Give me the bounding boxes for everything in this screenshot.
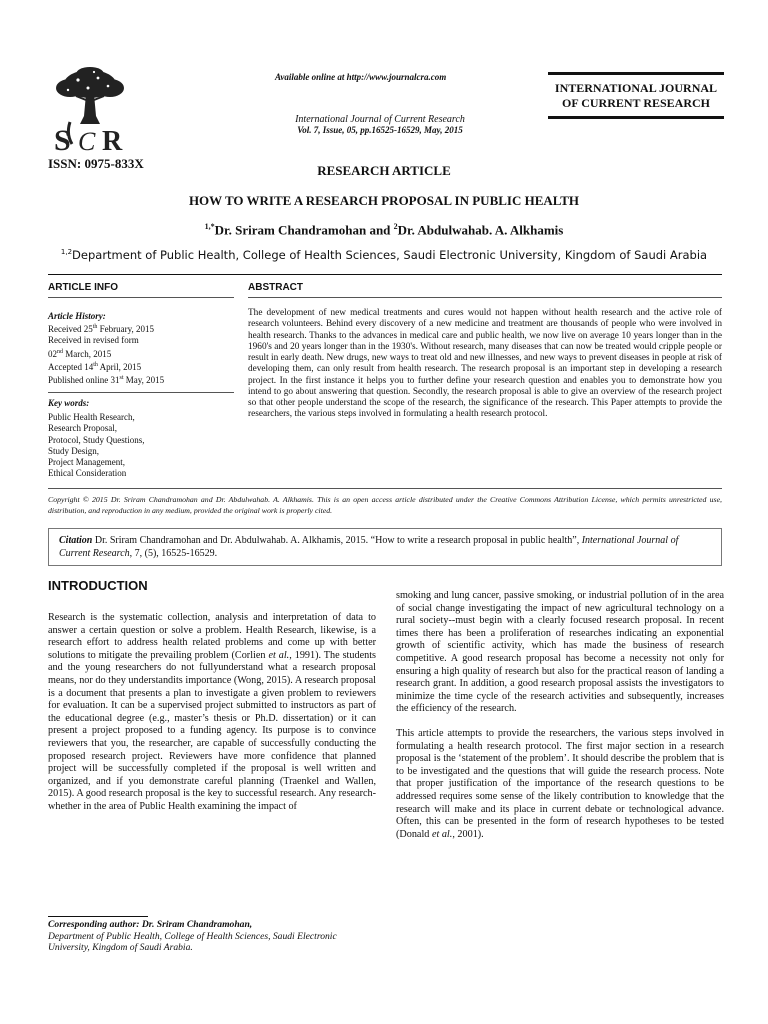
affiliation (0, 248, 768, 262)
affil-sup: 1,2 (60, 248, 73, 257)
affiliation-text: Department of Public Health, College of Health Sciences, Saudi Electronic University, Kingdom of Saudi Arabia (72, 248, 708, 262)
article-history (48, 311, 234, 386)
keywords (48, 398, 234, 479)
divider (48, 274, 722, 275)
issn: ISSN: 0975-833X (48, 156, 144, 171)
keyword-item: Protocol, Study Questions, (48, 434, 145, 445)
history-label: Article History: (48, 311, 106, 321)
keyword-item: Study Design, (48, 445, 100, 456)
keyword-item: Public Health Research, (48, 412, 135, 423)
keyword-item: Ethical Consideration (48, 468, 127, 479)
article-type: RESEARCH ARTICLE (317, 163, 451, 178)
keyword-item: Project Management, (48, 457, 125, 468)
paragraph: This article attempts to provide the researchers, the various steps involved in formulating a health research protocol. The first major section in a research proposal is the ‘statement of the problem’. It should describe the problem that is to be investigated and the questions that will guide the research process. Note that proper justification of the importance of the research questions to be addressed requires some sense of the likely contribution to knowledge that the research will make and its place in current debate or technological advance. Often, this can be presented in the form of research hypotheses to be tested (Donald et al., 2001). (396, 727, 724, 840)
citation-text: Dr. Sriram Chandramohan and Dr. Abdulwahab. A. Alkhamis, 2015. “How to write a research proposal in public health”, (92, 535, 582, 546)
corresponding-label: Corresponding author: Dr. Sriram Chandramohan, (48, 919, 253, 930)
article-title: HOW TO WRITE A RESEARCH PROPOSAL IN PUBLIC HEALTH (188, 193, 580, 208)
citation-tail: , 7, (5), 16525-16529. (129, 548, 218, 559)
revised-label: Received in revised form (48, 335, 139, 346)
journal-title-box (548, 72, 724, 119)
corresponding-author (48, 919, 376, 954)
svg-text:R: R (102, 126, 123, 156)
revised-date: 02nd March, 2015 (48, 348, 112, 359)
accepted-date: Accepted 14th April, 2015 (48, 361, 142, 372)
svg-text:S: S (54, 124, 71, 156)
tree-logo-icon (48, 66, 132, 156)
journal-box-line2: OF CURRENT RESEARCH (561, 96, 711, 110)
corresponding-address: Department of Public Health, College of Health Sciences, Saudi Electronic University, Kingdom of Saudi Arabia. (48, 930, 337, 954)
divider (48, 297, 234, 298)
author1: Dr. Sriram Chandramohan and (214, 222, 394, 238)
body-column-right (396, 590, 724, 853)
author2-sup: 2 (393, 222, 398, 231)
keyword-item: Research Proposal, (48, 423, 117, 434)
author1-sup: 1,* (204, 222, 215, 231)
journal-name: International Journal of Current Research (295, 114, 465, 125)
body-column-left (48, 612, 376, 826)
journal-logo (48, 66, 132, 156)
authors (0, 222, 768, 238)
divider (48, 392, 234, 393)
abstract-text: The development of new medical treatments and cures would not happen without health research and the active role of research volunteers. Behind every discovery of a new medicine and treatment are thousands of people who were involved in health research. Thanks to the advances in medical care and public health, we now live on average 10 years longer than in the 1960's and 20 years longer than in the 1930's. Without research, many diseases that can now be treated would cripple people or result in early death. New drugs, new ways to treat old and new illnesses, and new ways to prevent diseases in people at risk of developing them, can only result from health research. The research proposal is an important step in developing a research project. In the first instance it helps you to further define your research question and enables you to demonstrate how you intend to go about answering that question. Secondly, the research proposal is able to give an overview of the research project so that other people understand the scope of the research, the significance of the research. This Paper attempts to provide the researchers, the various steps involved in formulating a health research protocol. (248, 308, 722, 420)
citation-journal: International Journal of Current Research (59, 535, 679, 559)
introduction-heading: INTRODUCTION (48, 578, 148, 593)
available-online[interactable]: Available online at http://www.journalcra.com (275, 72, 447, 82)
citation-box (48, 528, 722, 566)
paragraph: smoking and lung cancer, passive smoking, or industrial pollution of in the area of social change investigating the impact of new agricultural technology on a rural society--must begin with a clearly focused research proposal. In recent times there has been a proliferation of researches indicating an exponential growth of scientific activity, which has made the business of research competitive. A good research proposal has become a necessity not only for ensuring a high quality of research but also for the practical reason of landing a research grant. In addition, a good research proposal assists the investigators to minimize the time cycle of the research activities and subsequently, increases the efficiency of the research. (396, 590, 724, 715)
published-date: Published online 31st May, 2015 (48, 375, 165, 386)
abstract-heading: ABSTRACT (248, 282, 303, 293)
copyright-notice: Copyright © 2015 Dr. Sriram Chandramohan and Dr. Abdulwahab. A. Alkhamis. This is an open access article distributed under the Creative Commons Attribution License, which permits unrestricted use, distribution, and reproduction in any medium, provided the original work is properly cited. (48, 495, 722, 515)
received-date: Received 25th February, 2015 (48, 324, 155, 335)
article-info-heading: ARTICLE INFO (48, 282, 118, 293)
svg-text:C: C (78, 127, 96, 156)
citation-label: Citation (59, 535, 93, 546)
paragraph: Research is the systematic collection, analysis and interpretation of data to answer a certain question or solve a problem. Health Research, likewise, is a research effort to address health related problems and come up with better solutions to mitigate the prevailing problem (Corlien et al., 1991). The students and the young researchers do not fullyunderstand what a research proposal means, nor do they understandits importance (Wong, 2015). A research proposal is a document that presents a plan to investigate a given problem to reviewers for evaluation. It can be a supervised project submitted to instructors as part of the educational degree (e.g., master’s thesis or Ph.D. dissertation) or it can present a project proposed to a funding agency. Its purpose is to convince reviewers that you, the researcher, are capable of successfully conducting the proposed research project. Reviewers have more confidence that planned project will be successfully completed if the proposal is well written and organized, and if you demonstrate careful planning (Traenkel and Wallen, 2015). A good research proposal is the key to successful research. Any research-whether in the area of Public Health examining the impact of (48, 612, 376, 812)
divider (48, 488, 722, 489)
divider (248, 297, 722, 298)
keywords-label: Key words: (48, 398, 90, 408)
footnote-rule (48, 916, 148, 917)
author2: Dr. Abdulwahab. A. Alkhamis (397, 222, 564, 238)
journal-box-line1: INTERNATIONAL JOURNAL (554, 81, 718, 95)
volume-info: Vol. 7, Issue, 05, pp.16525-16529, May, 2015 (297, 125, 463, 135)
